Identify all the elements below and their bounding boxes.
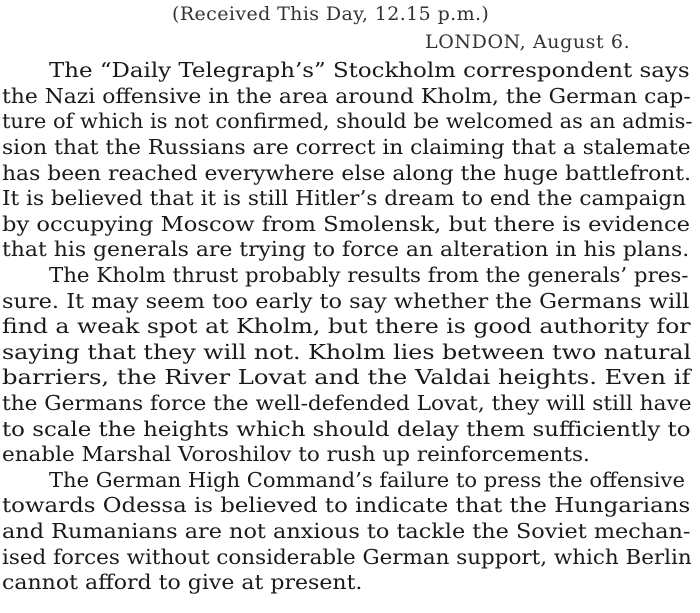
- article-line: and Rumanians are not anxious to tackle the Soviet mechan-: [2, 519, 691, 543]
- article-line: The German High Command’s failure to press the offensive: [49, 468, 685, 492]
- article-line: cannot afford to give at present.: [2, 570, 363, 594]
- article-line: sure. It may seem too early to say whether the Germans will: [2, 289, 690, 313]
- article-line: sion that the Russians are correct in claiming that a stalemate: [2, 135, 691, 159]
- article-line: The “Daily Telegraph’s” Stockholm correspondent says: [49, 58, 690, 82]
- article-line: the Germans force the well-defended Lovat, they will still have: [2, 391, 692, 415]
- article-line: towards Odessa is believed to indicate that the Hungarians: [2, 493, 691, 517]
- article-line: ised forces without considerable German support, which Berlin: [2, 545, 692, 569]
- article-line: that his generals are trying to force an alteration in his plans.: [2, 237, 690, 261]
- article-line: by occupying Moscow from Smolensk, but there is evidence: [2, 212, 691, 236]
- article-line: has been reached everywhere else along the huge battlefront.: [2, 161, 692, 185]
- article-line: ture of which is not confirmed, should be welcomed as an admis-: [2, 109, 693, 133]
- article-line: saying that they will not. Kholm lies between two natural: [2, 340, 692, 364]
- article-line: barriers, the River Lovat and the Valdai heights. Even if: [2, 365, 691, 389]
- article-line: to scale the heights which should delay them sufficiently to: [2, 417, 691, 441]
- dateline: LONDON, August 6.: [425, 31, 631, 53]
- article-line: enable Marshal Voroshilov to rush up reinforcements.: [2, 442, 590, 466]
- article-line: the Nazi offensive in the area around Kholm, the German cap-: [2, 84, 691, 108]
- article-line: The Kholm thrust probably results from the generals’ pres-: [49, 263, 689, 287]
- received-notice: (Received This Day, 12.15 p.m.): [172, 3, 490, 25]
- article-line: find a weak spot at Kholm, but there is good authority for: [2, 314, 691, 338]
- article-line: It is believed that it is still Hitler’s dream to end the campaign: [2, 186, 687, 210]
